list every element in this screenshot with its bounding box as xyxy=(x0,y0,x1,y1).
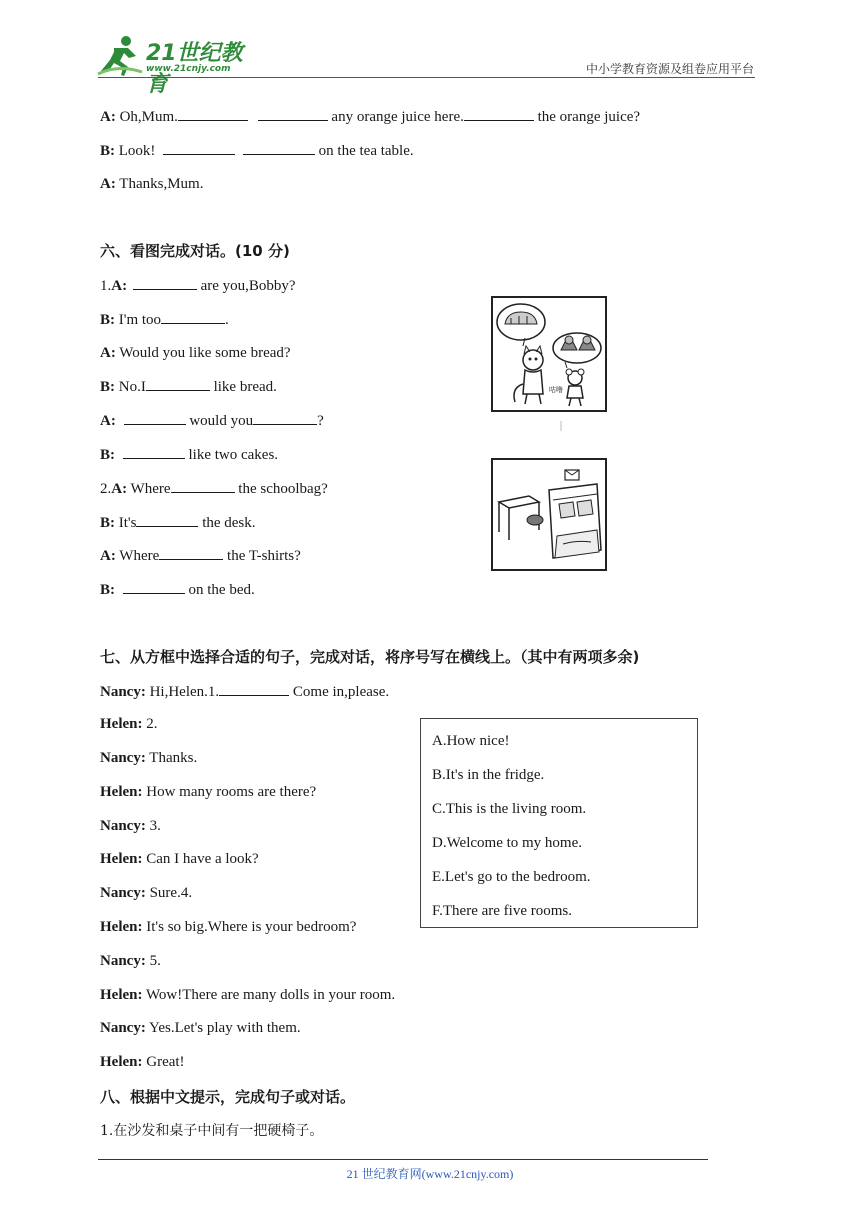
dialog-line: Helen: Wow!There are many dolls in your room. xyxy=(100,987,396,1003)
dialog-line: Nancy: Sure.4. xyxy=(100,885,193,901)
footer-link[interactable]: 21 世纪教育网(www.21cnjy.com) xyxy=(346,1167,514,1181)
dialog-line: Helen: How many rooms are there? xyxy=(100,784,317,800)
answer-blank[interactable] xyxy=(178,106,248,121)
answer-blank[interactable] xyxy=(124,410,186,425)
dialog-line: A: Where the T-shirts? xyxy=(100,545,301,566)
question-8-1: 1.在沙发和桌子中间有一把硬椅子。 xyxy=(100,1123,324,1139)
option-d: D.Welcome to my home. xyxy=(432,835,583,851)
option-a: A.How nice! xyxy=(432,733,510,749)
footer-divider xyxy=(98,1159,708,1160)
dialog-line: 2.A: Where the schoolbag? xyxy=(100,478,328,499)
option-b: B.It's in the fridge. xyxy=(432,767,545,783)
dialog-line: A: Would you like some bread? xyxy=(100,345,291,361)
option-f: F.There are five rooms. xyxy=(432,903,572,919)
small-mark-icon xyxy=(558,421,564,431)
dialog-line: Helen: 2. xyxy=(100,716,158,732)
answer-blank[interactable] xyxy=(464,106,534,121)
picture-mark xyxy=(558,418,564,428)
dialog-line: B: I'm too . xyxy=(100,309,229,330)
dialog-line: B: It's the desk. xyxy=(100,512,256,533)
logo-text: 21世纪教育 xyxy=(146,41,243,97)
dialog-line: A: Thanks,Mum. xyxy=(100,176,204,192)
sound-effect-text: 咕噜 xyxy=(549,386,563,394)
cat-mouse-illustration xyxy=(493,298,605,410)
option-c: C.This is the living room. xyxy=(432,801,587,817)
answer-blank[interactable] xyxy=(219,681,289,696)
answer-blank[interactable] xyxy=(258,106,328,121)
dialog-line: Helen: Can I have a look? xyxy=(100,851,259,867)
dialog-line: A: Oh,Mum. any orange juice here. the orange juice? xyxy=(100,106,640,127)
dialog-line: Nancy: Thanks. xyxy=(100,750,198,766)
dialog-line: A: would you ? xyxy=(100,410,324,431)
answer-blank[interactable] xyxy=(133,275,197,290)
answer-blank[interactable] xyxy=(163,140,235,155)
logo-url: www.21cnjy.com xyxy=(146,64,231,74)
answer-blank[interactable] xyxy=(146,376,210,391)
dialog-line: Nancy: 3. xyxy=(100,818,161,834)
options-box xyxy=(420,718,698,928)
picture-desk-and-bed xyxy=(491,458,607,571)
answer-blank[interactable] xyxy=(243,140,315,155)
header-platform-text: 中小学教育资源及组卷应用平台 xyxy=(585,62,754,76)
desk-bed-illustration xyxy=(493,460,605,569)
section-title-8: 八、根据中文提示，完成句子或对话。 xyxy=(100,1088,356,1106)
dialog-line: Nancy: Yes.Let's play with them. xyxy=(100,1020,301,1036)
answer-blank[interactable] xyxy=(136,512,198,527)
dialog-line: B: Look! on the tea table. xyxy=(100,140,414,161)
runner-logo-icon xyxy=(96,34,146,78)
answer-blank[interactable] xyxy=(161,309,225,324)
dialog-line: Nancy: 5. xyxy=(100,953,161,969)
answer-blank[interactable] xyxy=(171,478,235,493)
dialog-line: B: on the bed. xyxy=(100,579,255,600)
answer-blank[interactable] xyxy=(159,545,223,560)
section-title-7: 七、从方框中选择合适的句子，完成对话，将序号写在横线上。（其中有两项多余) xyxy=(100,648,640,666)
dialog-line: 1.A: are you,Bobby? xyxy=(100,275,296,296)
site-logo xyxy=(96,34,261,97)
header-divider xyxy=(98,77,755,78)
dialog-line: B: like two cakes. xyxy=(100,444,278,465)
dialog-line: B: No.I like bread. xyxy=(100,376,277,397)
answer-blank[interactable] xyxy=(253,410,317,425)
option-e: E.Let's go to the bedroom. xyxy=(432,869,591,885)
picture-cat-and-mouse xyxy=(491,296,607,412)
dialog-line: Helen: Great! xyxy=(100,1054,185,1070)
answer-blank[interactable] xyxy=(123,444,185,459)
answer-blank[interactable] xyxy=(123,579,185,594)
section-title-6: 六、看图完成对话。(10 分) xyxy=(100,242,290,260)
dialog-line: Helen: It's so big.Where is your bedroom? xyxy=(100,919,357,935)
dialog-line: Nancy: Hi,Helen.1. Come in,please. xyxy=(100,681,389,702)
